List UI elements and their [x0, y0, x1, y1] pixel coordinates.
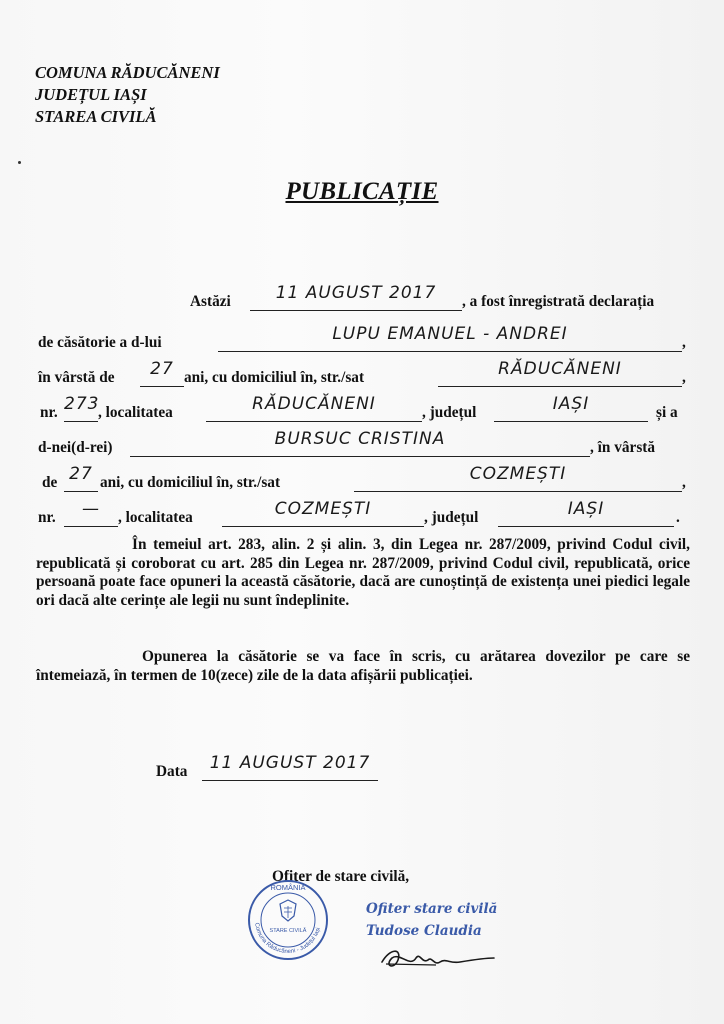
period: .	[676, 509, 680, 526]
footer-date-blank	[202, 780, 378, 781]
wife-age-label: , în vârstă	[590, 439, 656, 456]
officer-name-stamp	[366, 898, 497, 942]
header-department: STAREA CIVILĂ	[35, 107, 157, 126]
wife-locality-handwritten: COZMEȘTI	[274, 499, 372, 519]
form-line-date	[38, 283, 688, 314]
judetul-label: , județul	[424, 509, 479, 526]
husband-locality-handwritten: RĂDUCĂNENI	[252, 394, 376, 414]
wife-age-blank	[64, 491, 98, 492]
wife-age-suffix: ani, cu domiciliul în, str./sat	[100, 474, 281, 491]
age-suffix: ani, cu domiciliul în, str./sat	[184, 369, 365, 386]
husband-village-handwritten: RĂDUCĂNENI	[498, 359, 622, 379]
form-line-husband	[38, 324, 688, 355]
officer-signature	[376, 944, 496, 976]
age-prefix: în vârstă de	[38, 369, 115, 386]
document-title: PUBLICAȚIE	[285, 178, 439, 205]
issuer-header	[35, 62, 220, 128]
village-blank	[438, 386, 682, 387]
opposition-paragraph-text: Opunerea la căsătorie se va face în scris, cu arătarea dovezilor pe care se întemeiază, în termen de 10(zece) zile de la data afișării publicației.	[36, 648, 690, 684]
date-blank	[250, 310, 462, 311]
wife-county-handwritten: IAȘI	[567, 499, 605, 519]
wife-county-blank	[498, 526, 674, 527]
county-blank	[494, 421, 648, 422]
stamp-role: Ofiter stare civilă	[366, 901, 498, 917]
nr-label: nr.	[40, 404, 58, 421]
civil-status-seal	[246, 878, 330, 962]
footer-date-line	[38, 753, 688, 784]
form-line-husband-age	[38, 359, 688, 390]
form-line-wife	[38, 429, 688, 460]
form-line-wife-address	[38, 499, 688, 530]
stamp-name: Tudose Claudia	[366, 923, 482, 939]
age-blank	[140, 386, 184, 387]
form-line-husband-address	[38, 394, 688, 425]
footer-date-handwritten: 11 AUGUST 2017	[209, 753, 371, 773]
comma: ,	[682, 369, 686, 386]
wife-age-handwritten: 27	[69, 464, 93, 484]
speck-mark	[18, 161, 21, 164]
husband-age-handwritten: 27	[150, 359, 174, 379]
form-line-wife-age	[38, 464, 688, 495]
husband-nr-handwritten: 273	[64, 394, 100, 414]
date-handwritten: 11 AUGUST 2017	[275, 283, 437, 303]
husband-blank	[218, 351, 682, 352]
wife-label: d-nei(d-rei)	[38, 439, 113, 456]
comma: ,	[682, 334, 686, 351]
wife-nr-blank	[64, 526, 118, 527]
localitatea-label: , localitatea	[118, 509, 193, 526]
localitatea-label: , localitatea	[98, 404, 173, 421]
si-a-label: și a	[656, 404, 678, 421]
wife-village-handwritten: COZMEȘTI	[469, 464, 567, 484]
legal-paragraph-text: În temeiul art. 283, alin. 2 și alin. 3, din Legea nr. 287/2009, privind Codul civil, republicată și coroborat cu art. 285 din Legea nr. 287/2009, privind Codul civil, republicată, orice persoană poate face opuneri la această căsătorie, dacă are cunoștință de existența unei piedici legale ori dacă alte cerințe ale legii nu sunt îndeplinite.	[36, 536, 690, 609]
header-county: JUDEȚUL IAȘI	[35, 85, 147, 104]
husband-label: de căsătorie a d-lui	[38, 334, 162, 351]
legal-paragraph	[36, 536, 690, 610]
comma: ,	[682, 474, 686, 491]
officer-title: Ofiter de stare civilă,	[272, 868, 410, 885]
wife-blank	[130, 456, 590, 457]
seal-ring-text: Comuna Răducăneni - Județul Iași	[253, 922, 322, 956]
nr-blank	[64, 421, 98, 422]
wife-village-blank	[354, 491, 682, 492]
husband-county-handwritten: IAȘI	[552, 394, 590, 414]
wife-nr-handwritten: —	[82, 499, 100, 519]
seal-top-text: ROMÂNIA	[270, 883, 306, 892]
de-label: de	[42, 474, 58, 491]
wife-locality-blank	[222, 526, 424, 527]
opposition-paragraph	[36, 648, 690, 685]
seal-center-text: STARE CIVILĂ	[269, 928, 307, 934]
astazi-suffix: , a fost înregistrată declarația	[462, 293, 655, 310]
locality-blank	[206, 421, 422, 422]
footer-date-label: Data	[156, 763, 188, 780]
husband-name-handwritten: LUPU EMANUEL - ANDREI	[332, 324, 568, 344]
astazi-label: Astăzi	[190, 293, 231, 310]
header-commune: COMUNA RĂDUCĂNENI	[35, 63, 220, 82]
nr-label: nr.	[38, 509, 56, 526]
wife-name-handwritten: BURSUC CRISTINA	[274, 429, 446, 449]
judetul-label: , județul	[422, 404, 477, 421]
